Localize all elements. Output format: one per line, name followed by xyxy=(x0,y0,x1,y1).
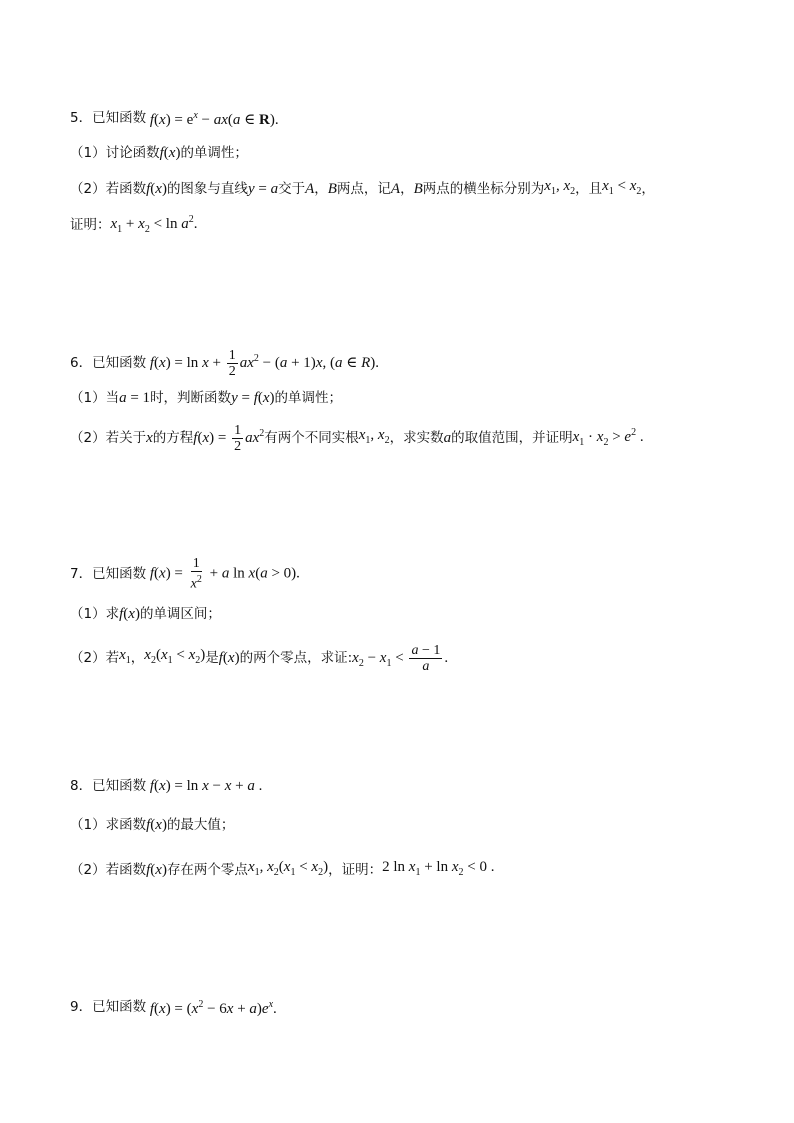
problem-5-number: 5． xyxy=(70,110,93,126)
problem-5-part-2-fx: f(x) xyxy=(146,181,167,197)
problem-6-part-1-c: 的单调性； xyxy=(274,390,343,406)
problem-8-stem xyxy=(70,776,754,796)
problem-5-x1x2: $x_1$, $x_2$ xyxy=(544,178,576,197)
problem-8-stem-text: 已知函数 xyxy=(92,778,147,794)
problem-6-part-1-a: （1）当 xyxy=(70,390,120,406)
problem-7-x2-cond: $x_2(x_1 < x_2)$ xyxy=(144,647,206,666)
problem-7-x1: $x_1$ xyxy=(119,647,131,666)
problem-5-point-a: A xyxy=(305,181,315,197)
problem-7-formula: f(x) = $\frac{1}{x^2}$ + a ln x(a > 0). xyxy=(149,556,300,592)
problem-7-part-1 xyxy=(70,604,754,624)
problem-6-claim: $x_1 \cdot x_2 > e^2$ . xyxy=(572,427,644,448)
problem-6-a-eq-1: a = 1 xyxy=(119,390,151,406)
problem-5-part-2-h: ，且 xyxy=(575,181,603,197)
problem-5-ineq: $x_1 < x_2$ xyxy=(602,178,642,197)
problem-7-part-2-c: 是 xyxy=(205,650,219,666)
problem-8-claim: 2 $\ln x_1 + \ln x_2 < 0$ . xyxy=(382,859,495,878)
fraction-half-2: $\frac{1}{2}$ xyxy=(234,422,242,454)
problem-5-point-b: B xyxy=(327,181,337,197)
problem-5-part-3-text: 证明： xyxy=(70,217,111,233)
problem-8-part-2-b: 存在两个零点 xyxy=(166,862,248,878)
problem-7-part-1-b: 的单调区间； xyxy=(139,606,221,622)
problem-5-part-2-g: 两点的横坐标分别为 xyxy=(422,181,545,197)
problem-8-number: 8． xyxy=(70,778,93,794)
problem-6-part-2-a: （2）若关于 xyxy=(70,430,147,446)
fraction-one-over-x2: $\frac{1}{x^2}$ xyxy=(190,556,202,592)
problem-6-part-2-c: 有两个不同实根 xyxy=(264,430,359,446)
problem-5-part-2-i: ， xyxy=(641,181,655,197)
problem-5-part-2-e: 两点，记 xyxy=(336,181,391,197)
problem-8-part-1-b: 的最大值； xyxy=(166,817,235,833)
problem-8-part-2-c: ，证明： xyxy=(328,862,383,878)
problem-5-part-2-b: 的图象与直线 xyxy=(166,181,248,197)
problem-7-part-2-a: （2）若 xyxy=(70,650,120,666)
problem-5-part-2-d: ， xyxy=(314,181,328,197)
problem-6-var-a: a xyxy=(443,430,452,446)
problem-5-part-1 xyxy=(70,143,754,163)
problem-7-fx: f(x) xyxy=(119,606,140,622)
problem-6-var-x: x xyxy=(146,430,153,446)
problem-6-part-2 xyxy=(70,420,754,456)
problem-9-stem-text: 已知函数 xyxy=(92,999,147,1015)
problem-5-part-2 xyxy=(70,176,754,202)
problem-6-part-2-d: ，求实数 xyxy=(389,430,444,446)
problem-9-number: 9． xyxy=(70,999,93,1015)
problem-5-part-1-tail: 的单调性； xyxy=(180,145,248,161)
problem-6-part-1 xyxy=(70,388,754,408)
problem-8-fx-2: f(x) xyxy=(146,862,167,878)
problem-7-stem-text: 已知函数 xyxy=(92,566,147,582)
problem-8-fx: f(x) xyxy=(146,817,167,833)
problem-6-number: 6． xyxy=(70,355,93,371)
problem-5-point-a2: A xyxy=(390,181,401,197)
problem-7-fx-2: f(x) xyxy=(218,650,240,666)
problem-6-part-2-e: 的取值范围，并证明 xyxy=(451,430,573,446)
problem-9-formula: $f(x) = (x^2 - 6x + a)e^x$. xyxy=(149,999,277,1017)
problem-7-part-1-a: （1）求 xyxy=(70,606,120,622)
problem-8-part-2 xyxy=(70,857,754,883)
problem-5-part-2-c: 交于 xyxy=(278,181,306,197)
problem-6-y-eq-fx: y = f(x) xyxy=(231,390,275,406)
problem-5-stem-text: 已知函数 xyxy=(92,110,147,126)
problem-5-part-1-text: （1）讨论函数 xyxy=(70,145,160,161)
problem-8-part-1 xyxy=(70,815,754,835)
problem-6-part-1-b: 时，判断函数 xyxy=(150,390,232,406)
fraction-half: $\frac{1}{2}$ xyxy=(228,347,236,379)
problem-5-part-2-a: （2）若函数 xyxy=(70,181,147,197)
problem-6-formula: f(x) = ln x + $\frac{1}{2}$ $ax^2 - (a + 1)x$, (a ∈ R). xyxy=(149,347,380,379)
problem-5-part-2-line: y = a xyxy=(247,181,279,197)
fraction-a-minus-1-over-a: $\frac{a - 1}{a}$ xyxy=(411,642,441,674)
problem-5-stem xyxy=(70,106,754,130)
problem-8-formula: f(x) = ln x − x + a . xyxy=(149,778,263,794)
problem-7-number: 7． xyxy=(70,566,93,582)
problem-8-part-1-a: （1）求函数 xyxy=(70,817,147,833)
problem-8-part-2-a: （2）若函数 xyxy=(70,862,147,878)
problem-8-zeros: $x_1$, $x_2(x_1 < x_2)$ xyxy=(247,859,329,878)
problem-7-claim: $x_2 - x_1$ < $\frac{a - 1}{a}$ . xyxy=(352,642,449,674)
problem-5-claim: $x_1 + x_2 < \ln a^2$. xyxy=(110,214,198,235)
problem-5-part-2-f: ， xyxy=(400,181,414,197)
problem-6-stem xyxy=(70,346,754,380)
problem-6-stem-text: 已知函数 xyxy=(92,355,147,371)
problem-6-equation: f(x) = $\frac{1}{2}$ $ax^2$ xyxy=(193,422,265,454)
problem-7-part-2-d: 的两个零点，求证: xyxy=(239,650,353,666)
problem-5-fx: f(x) xyxy=(159,145,181,161)
problem-5-part-3 xyxy=(70,210,754,240)
problem-6-part-2-b: 的方程 xyxy=(152,430,194,446)
problem-7-part-2 xyxy=(70,638,754,678)
problem-6-roots: $x_1$, $x_2$ xyxy=(358,427,390,446)
problem-5-point-b2: B xyxy=(413,181,423,197)
problem-9-stem xyxy=(70,995,754,1019)
problem-7-stem xyxy=(70,556,754,592)
problem-5-formula: $f(x) = e^x - ax(a$ ∈ R). xyxy=(149,110,279,128)
problem-7-part-2-b: ， xyxy=(130,650,145,666)
